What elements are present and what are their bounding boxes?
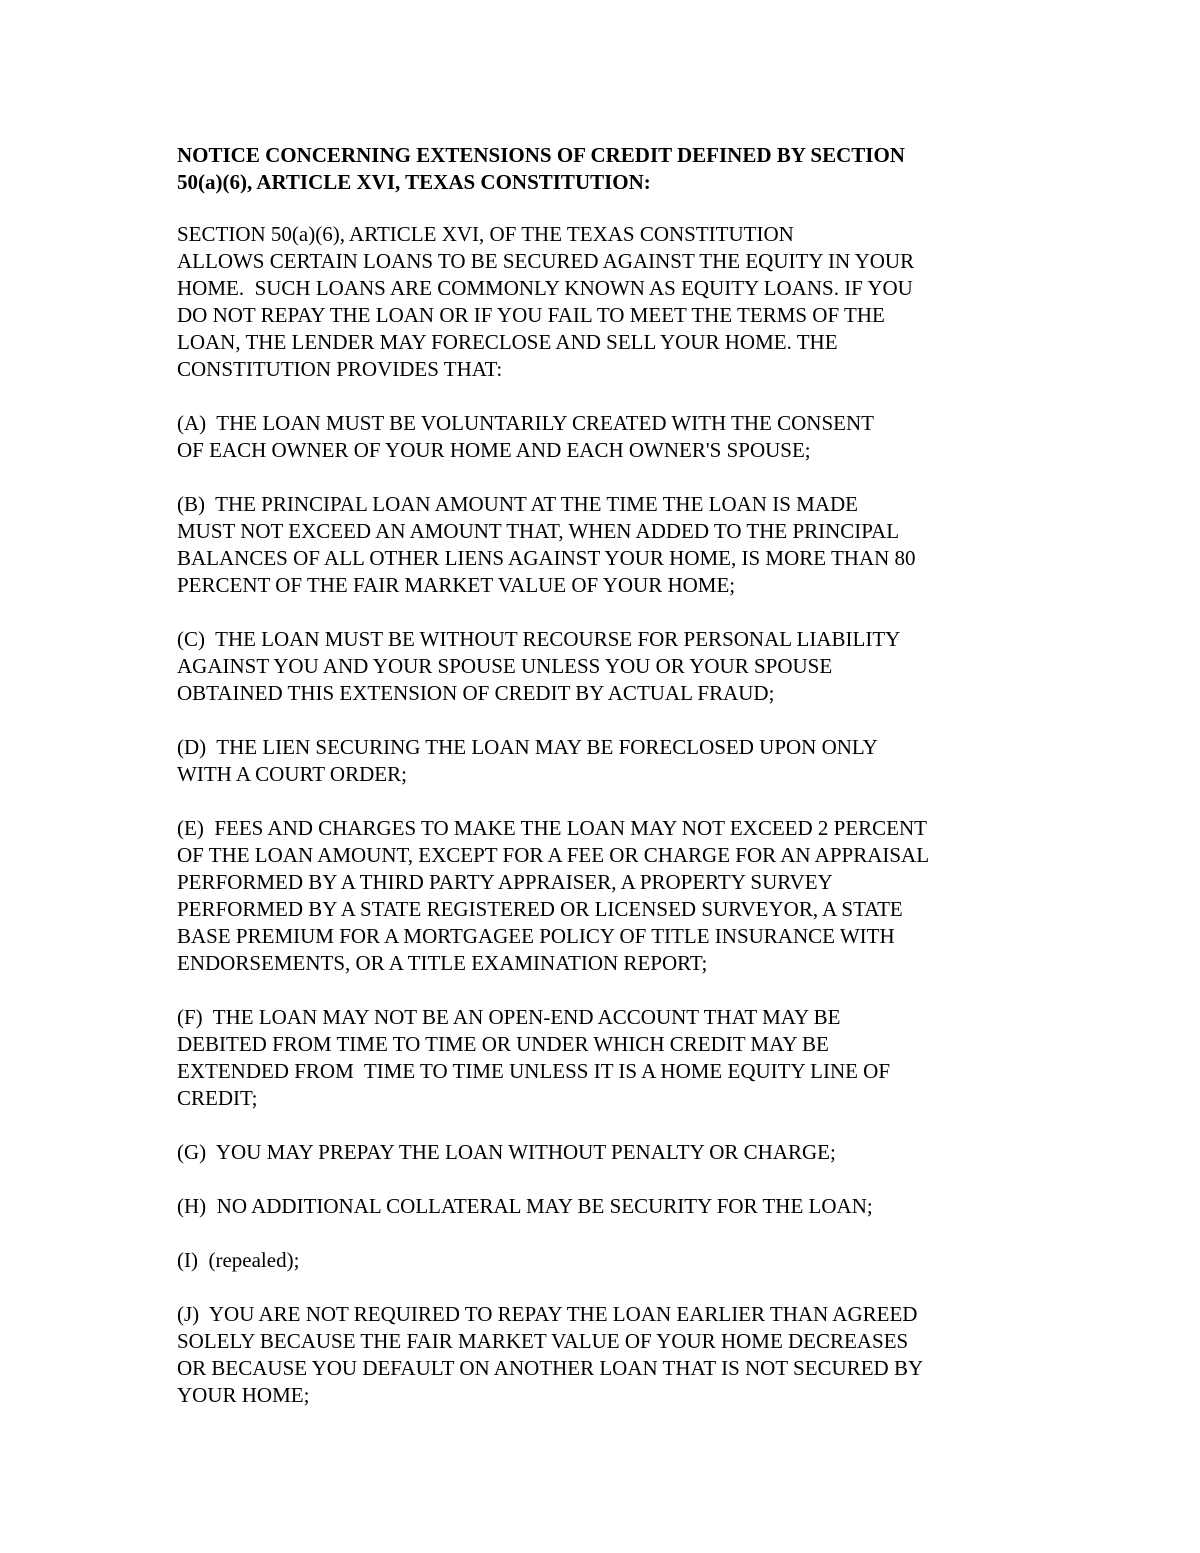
provision-line: (B) THE PRINCIPAL LOAN AMOUNT AT THE TIME THE LOAN IS MADE bbox=[177, 492, 858, 516]
provision-h bbox=[177, 1193, 1037, 1220]
provision-line: EXTENDED FROM TIME TO TIME UNLESS IT IS A HOME EQUITY LINE OF bbox=[177, 1059, 891, 1083]
provision-line: BALANCES OF ALL OTHER LIENS AGAINST YOUR HOME, IS MORE THAN 80 bbox=[177, 546, 916, 570]
intro-line: SECTION 50(a)(6), ARTICLE XVI, OF THE TEXAS CONSTITUTION bbox=[177, 222, 794, 246]
provision-e bbox=[177, 815, 1037, 977]
provision-line: OR BECAUSE YOU DEFAULT ON ANOTHER LOAN THAT IS NOT SECURED BY bbox=[177, 1356, 924, 1380]
intro-line: HOME. SUCH LOANS ARE COMMONLY KNOWN AS EQUITY LOANS. IF YOU bbox=[177, 276, 913, 300]
provision-line: (C) THE LOAN MUST BE WITHOUT RECOURSE FOR PERSONAL LIABILITY bbox=[177, 627, 901, 651]
provision-line: (H) NO ADDITIONAL COLLATERAL MAY BE SECURITY FOR THE LOAN; bbox=[177, 1194, 873, 1218]
provision-line: PERCENT OF THE FAIR MARKET VALUE OF YOUR HOME; bbox=[177, 573, 736, 597]
provision-line: OF THE LOAN AMOUNT, EXCEPT FOR A FEE OR CHARGE FOR AN APPRAISAL bbox=[177, 843, 930, 867]
provision-line: SOLELY BECAUSE THE FAIR MARKET VALUE OF YOUR HOME DECREASES bbox=[177, 1329, 909, 1353]
provision-j bbox=[177, 1301, 1037, 1409]
intro-line: CONSTITUTION PROVIDES THAT: bbox=[177, 357, 503, 381]
intro-paragraph bbox=[177, 221, 1037, 383]
provision-line: ENDORSEMENTS, OR A TITLE EXAMINATION REPORT; bbox=[177, 951, 708, 975]
provision-line: (F) THE LOAN MAY NOT BE AN OPEN-END ACCOUNT THAT MAY BE bbox=[177, 1005, 841, 1029]
provision-line: (G) YOU MAY PREPAY THE LOAN WITHOUT PENALTY OR CHARGE; bbox=[177, 1140, 836, 1164]
provision-line: CREDIT; bbox=[177, 1086, 258, 1110]
notice-title bbox=[177, 142, 1037, 196]
provision-line: (J) YOU ARE NOT REQUIRED TO REPAY THE LOAN EARLIER THAN AGREED bbox=[177, 1302, 918, 1326]
provision-i bbox=[177, 1247, 1037, 1274]
provision-line: AGAINST YOU AND YOUR SPOUSE UNLESS YOU OR YOUR SPOUSE bbox=[177, 654, 833, 678]
document-body bbox=[177, 142, 1037, 1436]
provision-line: PERFORMED BY A STATE REGISTERED OR LICENSED SURVEYOR, A STATE bbox=[177, 897, 903, 921]
provision-line: BASE PREMIUM FOR A MORTGAGEE POLICY OF TITLE INSURANCE WITH bbox=[177, 924, 895, 948]
provision-c bbox=[177, 626, 1037, 707]
provision-line: MUST NOT EXCEED AN AMOUNT THAT, WHEN ADDED TO THE PRINCIPAL bbox=[177, 519, 900, 543]
provision-a bbox=[177, 410, 1037, 464]
intro-line: DO NOT REPAY THE LOAN OR IF YOU FAIL TO MEET THE TERMS OF THE bbox=[177, 303, 885, 327]
intro-line: LOAN, THE LENDER MAY FORECLOSE AND SELL YOUR HOME. THE bbox=[177, 330, 838, 354]
provision-line: YOUR HOME; bbox=[177, 1383, 310, 1407]
title-line: NOTICE CONCERNING EXTENSIONS OF CREDIT DEFINED BY SECTION bbox=[177, 143, 905, 167]
provision-d bbox=[177, 734, 1037, 788]
intro-line: ALLOWS CERTAIN LOANS TO BE SECURED AGAINST THE EQUITY IN YOUR bbox=[177, 249, 915, 273]
provision-line: OBTAINED THIS EXTENSION OF CREDIT BY ACTUAL FRAUD; bbox=[177, 681, 775, 705]
provision-f bbox=[177, 1004, 1037, 1112]
provision-line: (A) THE LOAN MUST BE VOLUNTARILY CREATED WITH THE CONSENT bbox=[177, 411, 874, 435]
provision-line: OF EACH OWNER OF YOUR HOME AND EACH OWNER'S SPOUSE; bbox=[177, 438, 811, 462]
provision-line: (D) THE LIEN SECURING THE LOAN MAY BE FORECLOSED UPON ONLY bbox=[177, 735, 878, 759]
provision-b bbox=[177, 491, 1037, 599]
provision-line: (I) (repealed); bbox=[177, 1248, 300, 1272]
provision-line: DEBITED FROM TIME TO TIME OR UNDER WHICH CREDIT MAY BE bbox=[177, 1032, 829, 1056]
provision-g bbox=[177, 1139, 1037, 1166]
provision-line: PERFORMED BY A THIRD PARTY APPRAISER, A PROPERTY SURVEY bbox=[177, 870, 833, 894]
provision-line: (E) FEES AND CHARGES TO MAKE THE LOAN MAY NOT EXCEED 2 PERCENT bbox=[177, 816, 928, 840]
title-line: 50(a)(6), ARTICLE XVI, TEXAS CONSTITUTION: bbox=[177, 170, 651, 194]
provision-line: WITH A COURT ORDER; bbox=[177, 762, 407, 786]
